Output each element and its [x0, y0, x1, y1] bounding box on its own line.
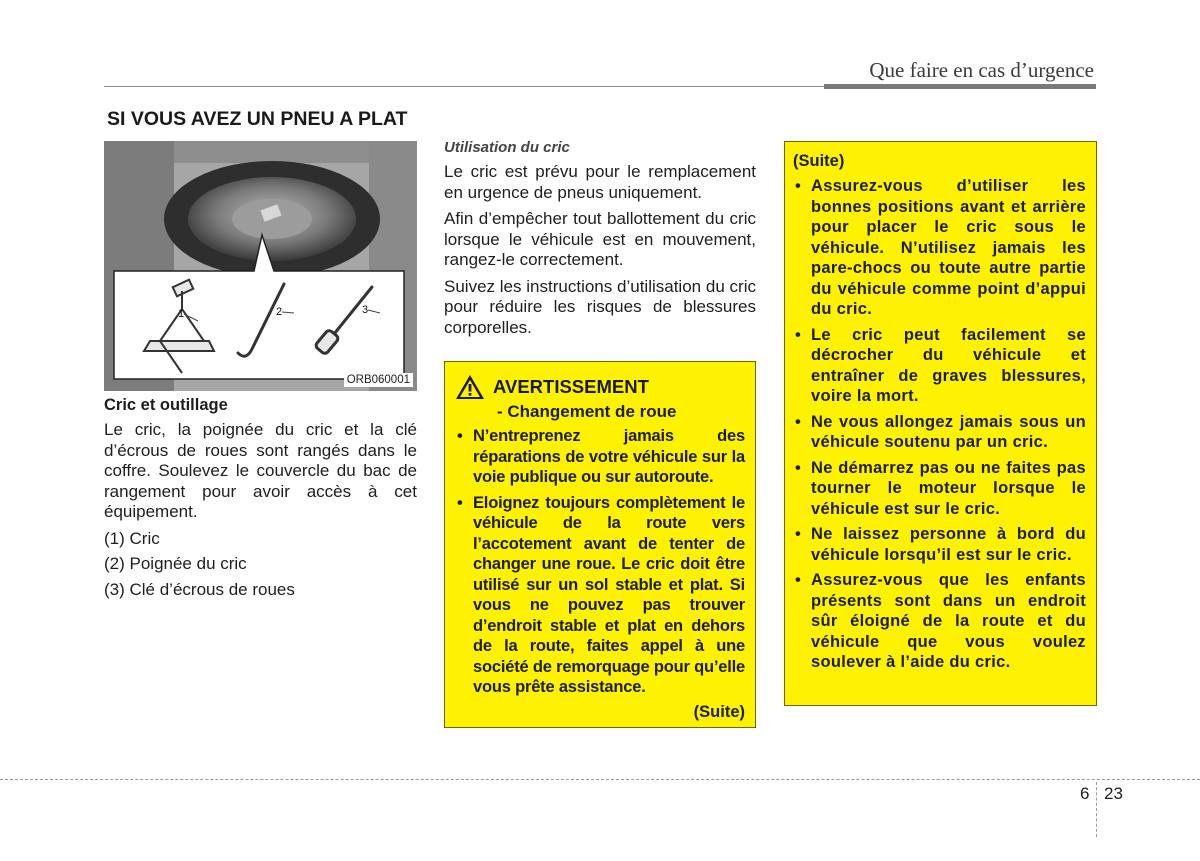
page-number: 23 [1104, 784, 1123, 803]
tools-paragraph: Le cric, la poignée du cric et la clé d’écrous de roues sont rangés dans le coffre. Soulevez le couvercle du bac de rangement pour avoir accès à cet équipement. [104, 420, 417, 521]
list-item: • Ne démarrez pas ou ne faites pas tourner le moteur lorsque le véhicule est sur le cric. [793, 458, 1086, 520]
list-item: (1) Cric [104, 528, 160, 548]
list-item: • N’entreprenez jamais des réparations de votre véhicule sur la voie publique ou sur autoroute. [455, 426, 745, 488]
warning-header [455, 374, 745, 400]
trunk-tools-photo [104, 141, 417, 391]
header-rule-accent [824, 84, 1096, 89]
callout-1: 1 [178, 308, 185, 320]
list-item: • Assurez-vous d’utiliser les bonnes positions avant et arrière pour placer le cric sous le véhicule. N’utilisez jamais les pare-chocs ou toute autre partie du véhicule comme point d’appui du cric. [793, 176, 1086, 320]
tools-list [104, 529, 417, 601]
warning-subtitle: - Changement de roue [497, 402, 677, 421]
jack-usage-paragraph: Suivez les instructions d’utilisation du cric pour réduire les risques de blessures corporelles. [444, 276, 756, 337]
warning-title: AVERTISSEMENT [493, 376, 649, 397]
warning-box-continued [784, 141, 1097, 706]
list-item: (3) Clé d’écrous de roues [104, 579, 295, 599]
warning-list [793, 176, 1086, 673]
tools-description [104, 396, 417, 605]
list-item: • Ne vous allongez jamais sous un véhicule soutenu par un cric. [793, 412, 1086, 453]
list-item: (2) Poignée du cric [104, 554, 247, 573]
footer-rule [0, 779, 1200, 780]
warning-continued: (Suite) [693, 702, 745, 721]
footer-divider [1096, 782, 1097, 837]
list-item: • Assurez-vous que les enfants présents sont dans un endroit sûr éloigné de la route et du véhicule que vous voulez soulever à l’aide du cric. [793, 570, 1086, 673]
figure-code: ORB060001 [344, 373, 413, 387]
trunk-illustration [104, 141, 417, 391]
list-item: • Le cric peut facilement se décrocher du véhicule et entraîner de graves blessures, voire la mort. [793, 325, 1086, 407]
callout-3: 3 [362, 304, 369, 316]
warning-triangle-icon [455, 374, 485, 400]
list-item: • Eloignez toujours complètement le véhicule de la route vers l’accotement avant de tenter de changer une roue. Le cric doit être utilisé sur un sol stable et plat. Si vous ne pouvez pas trouver d’endroit stable et plat en dehors de la route, faites appel à une société de remorquage pour qu’elle vous prête assistance. [455, 493, 745, 698]
chapter-number: 6 [1080, 784, 1090, 803]
warning-continued-header: (Suite) [793, 152, 845, 170]
jack-usage-paragraph: Afin d’empêcher tout ballottement du cric lorsque le véhicule est en mouvement, rangez-le correctement. [444, 209, 756, 269]
callout-2: 2 [276, 306, 283, 318]
list-item: • Ne laissez personne à bord du véhicule lorsqu’il est sur le cric. [793, 524, 1086, 565]
tools-heading: Cric et outillage [104, 396, 228, 414]
page-header-title: Que faire en cas d’urgence [869, 58, 1094, 82]
jack-usage-heading: Utilisation du cric [444, 139, 570, 156]
jack-usage [444, 139, 756, 344]
jack-usage-paragraph: Le cric est prévu pour le remplacement en urgence de pneus uniquement. [444, 162, 756, 202]
warning-list [455, 426, 745, 698]
section-title: SI VOUS AVEZ UN PNEU A PLAT [107, 108, 408, 130]
warning-box-wheel-change [444, 361, 756, 728]
